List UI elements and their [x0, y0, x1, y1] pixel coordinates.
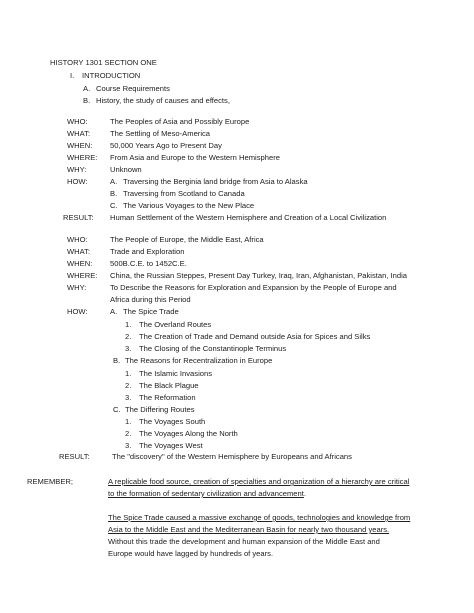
outline-letter: A.	[110, 307, 118, 316]
how-section-heading: The Spice Trade	[123, 307, 179, 316]
how-subitem: The Voyages Along the North	[139, 429, 238, 438]
intro-item: History, the study of causes and effects,	[96, 96, 230, 105]
how-section-heading: The Reasons for Recentralization in Europe	[125, 356, 273, 365]
remember-text-line: A replicable food source, creation of specialties and organization of a hierarchy are critical	[108, 477, 410, 486]
outline-number: 1.	[125, 320, 132, 329]
what-value: Trade and Exploration	[110, 247, 185, 256]
result-value: Human Settlement of the Western Hemisphere and Creation of a Local Civilization	[110, 213, 387, 222]
how-subitem: The Voyages West	[139, 441, 203, 450]
where-value: China, the Russian Steppes, Present Day Turkey, Iraq, Iran, Afghanistan, Pakistan, India	[110, 271, 408, 280]
result-label: RESULT:	[59, 452, 90, 461]
when-value: 500B.C.E. to 1452C.E.	[110, 259, 187, 268]
remember-text-period: .	[303, 489, 306, 498]
outline-number: 1.	[125, 369, 132, 378]
what-value: The Settling of Meso-America	[110, 129, 211, 138]
outline-letter: C.	[113, 405, 121, 414]
what-label: WHAT:	[67, 129, 91, 138]
where-value: From Asia and Europe to the Western Hemisphere	[110, 153, 280, 162]
when-label: WHEN:	[67, 259, 93, 268]
who-value: The Peoples of Asia and Possibly Europe	[110, 117, 250, 126]
spice-note-line: Europe would have lagged by hundreds of years.	[108, 549, 274, 558]
spice-note-line: Without this trade the development and human expansion of the Middle East and	[108, 537, 380, 546]
who-value: The People of Europe, the Middle East, Africa	[110, 235, 264, 244]
how-subitem: The Black Plague	[139, 381, 199, 390]
outline-number: 2.	[125, 332, 132, 341]
why-value-line: Africa during this Period	[110, 295, 191, 304]
where-label: WHERE:	[67, 153, 98, 162]
outline-number: 3.	[125, 393, 132, 402]
outline-letter: A.	[110, 177, 118, 186]
how-section-heading: The Differing Routes	[125, 405, 195, 414]
how-label: HOW:	[67, 307, 88, 316]
how-subitem: The Closing of the Constantinople Terminus	[139, 344, 287, 353]
remember-label: REMEMBER;	[27, 477, 73, 486]
remember-text-line	[108, 489, 306, 499]
outline-numeral: I.	[70, 71, 75, 80]
intro-heading: INTRODUCTION	[82, 71, 141, 80]
how-subitem: The Reformation	[139, 393, 196, 402]
spice-note-line: The Spice Trade caused a massive exchange of goods, technologies and knowledge from	[108, 513, 411, 522]
outline-letter: A.	[83, 84, 91, 93]
outline-number: 3.	[125, 344, 132, 353]
outline-letter: B.	[83, 96, 91, 105]
what-label: WHAT:	[67, 247, 91, 256]
outline-number: 2.	[125, 381, 132, 390]
outline-letter: C.	[110, 201, 118, 210]
where-label: WHERE:	[67, 271, 98, 280]
spice-note-line: Asia to the Middle East and the Mediterranean Basin for nearly two thousand years.	[108, 525, 390, 534]
why-value: Unknown	[110, 165, 142, 174]
intro-item: Course Requirements	[96, 84, 170, 93]
who-label: WHO:	[67, 235, 88, 244]
how-item: The Various Voyages to the New Place	[123, 201, 255, 210]
result-label: RESULT:	[63, 213, 94, 222]
remember-text-underlined: to the formation of sedentary civilization and advancement	[108, 489, 304, 498]
when-value: 50,000 Years Ago to Present Day	[110, 141, 222, 150]
how-item: Traversing from Scotland to Canada	[123, 189, 245, 198]
how-subitem: The Voyages South	[139, 417, 206, 426]
who-label: WHO:	[67, 117, 88, 126]
result-value: The "discovery" of the Western Hemisphere by Europeans and Africans	[112, 452, 352, 461]
outline-letter: B.	[113, 356, 121, 365]
document-title: HISTORY 1301 SECTION ONE	[50, 58, 157, 67]
outline-number: 1.	[125, 417, 132, 426]
how-label: HOW:	[67, 177, 88, 186]
how-subitem: The Islamic Invasions	[139, 369, 213, 378]
outline-number: 3.	[125, 441, 132, 450]
when-label: WHEN:	[67, 141, 93, 150]
how-subitem: The Creation of Trade and Demand outside Asia for Spices and Silks	[139, 332, 371, 341]
how-item: Traversing the Berginia land bridge from Asia to Alaska	[123, 177, 308, 186]
why-label: WHY:	[67, 165, 87, 174]
how-subitem: The Overland Routes	[139, 320, 212, 329]
why-label: WHY:	[67, 283, 87, 292]
outline-letter: B.	[110, 189, 118, 198]
why-value-line: To Describe the Reasons for Exploration and Expansion by the People of Europe and	[110, 283, 397, 292]
outline-number: 2.	[125, 429, 132, 438]
